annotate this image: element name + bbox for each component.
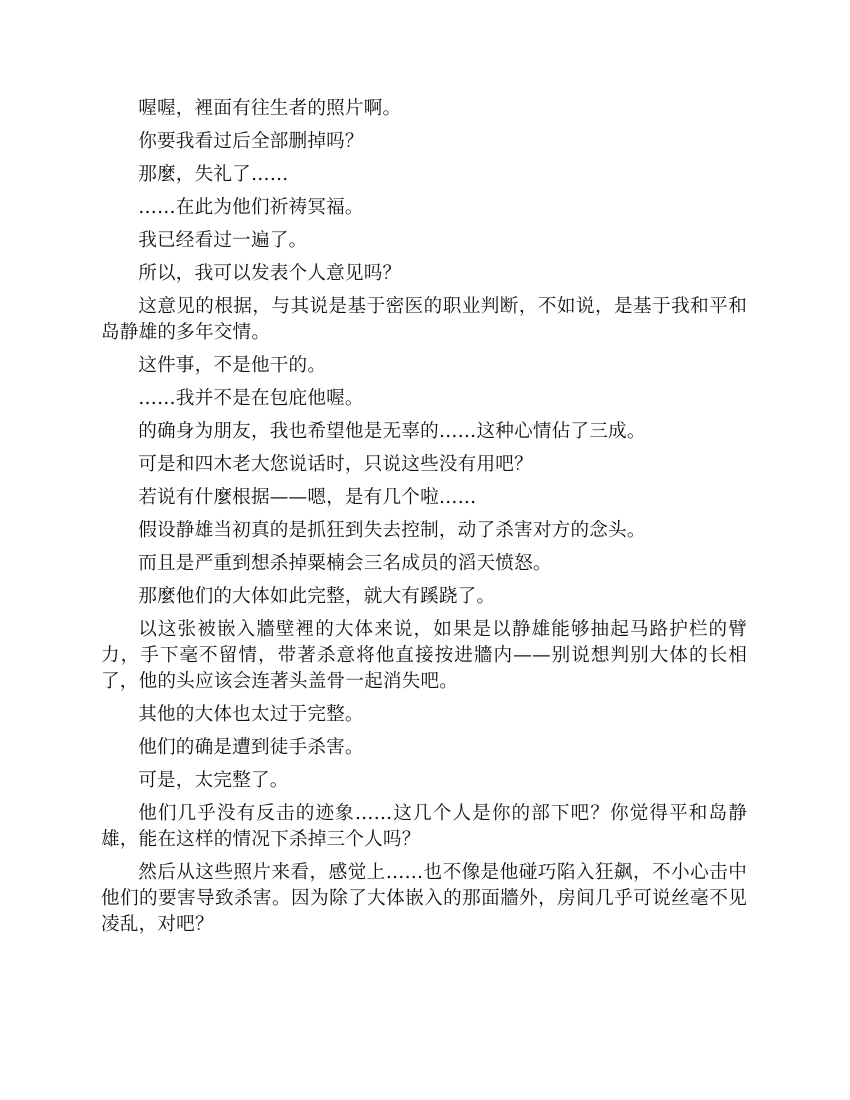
paragraph-15: 那麼他们的大体如此完整，就大有蹊跷了。 <box>138 586 496 607</box>
paragraph-6: 所以，我可以发表个人意见吗？ <box>138 263 402 284</box>
paragraph-9: ……我并不是在包庇他喔。 <box>138 388 364 409</box>
paragraph-18: 他们的确是遭到徒手杀害。 <box>138 737 364 758</box>
paragraph-8: 这件事，不是他干的。 <box>138 355 327 376</box>
paragraph-5: 我已经看过一遍了。 <box>138 230 308 251</box>
paragraph-12: 若说有什麼根据——嗯，是有几个啦…… <box>138 487 477 508</box>
paragraph-3: 那麼，失礼了…… <box>138 164 289 185</box>
paragraph-4: ……在此为他们祈祷冥福。 <box>138 197 364 218</box>
paragraph-7: 这意见的根据，与其说是基于密医的职业判断，不如说，是基于我和平和岛静雄的多年交情。 <box>101 296 747 343</box>
paragraph-16: 以这张被嵌入牆壁裡的大体来说，如果是以静雄能够抽起马路护栏的臂力，手下毫不留情，带著杀意将他直接按进牆内——别说想判别大体的长相了，他的头应该会连著头盖骨一起消失吧。 <box>101 619 747 692</box>
paragraph-19: 可是，太完整了。 <box>138 770 289 791</box>
paragraph-2: 你要我看过后全部删掉吗？ <box>138 131 364 152</box>
paragraph-14: 而且是严重到想杀掉粟楠会三名成员的滔天愤怒。 <box>138 553 552 574</box>
paragraph-1: 喔喔，裡面有往生者的照片啊。 <box>138 98 402 119</box>
paragraph-20: 他们几乎没有反击的迹象……这几个人是你的部下吧？你觉得平和岛静雄，能在这样的情况下杀掉三个人吗？ <box>101 803 747 850</box>
body-text <box>101 96 747 945</box>
paragraph-21: 然后从这些照片来看，感觉上……也不像是他碰巧陷入狂飙，不小心击中他们的要害导致杀害。因为除了大体嵌入的那面牆外，房间几乎可说丝毫不见凌乱，对吧？ <box>101 862 747 935</box>
paragraph-17: 其他的大体也太过于完整。 <box>138 704 364 725</box>
paragraph-13: 假设静雄当初真的是抓狂到失去控制，动了杀害对方的念头。 <box>138 520 646 541</box>
paragraph-11: 可是和四木老大您说话时，只说这些没有用吧？ <box>138 454 533 475</box>
paragraph-10: 的确身为朋友，我也希望他是无辜的……这种心情佔了三成。 <box>138 421 646 442</box>
